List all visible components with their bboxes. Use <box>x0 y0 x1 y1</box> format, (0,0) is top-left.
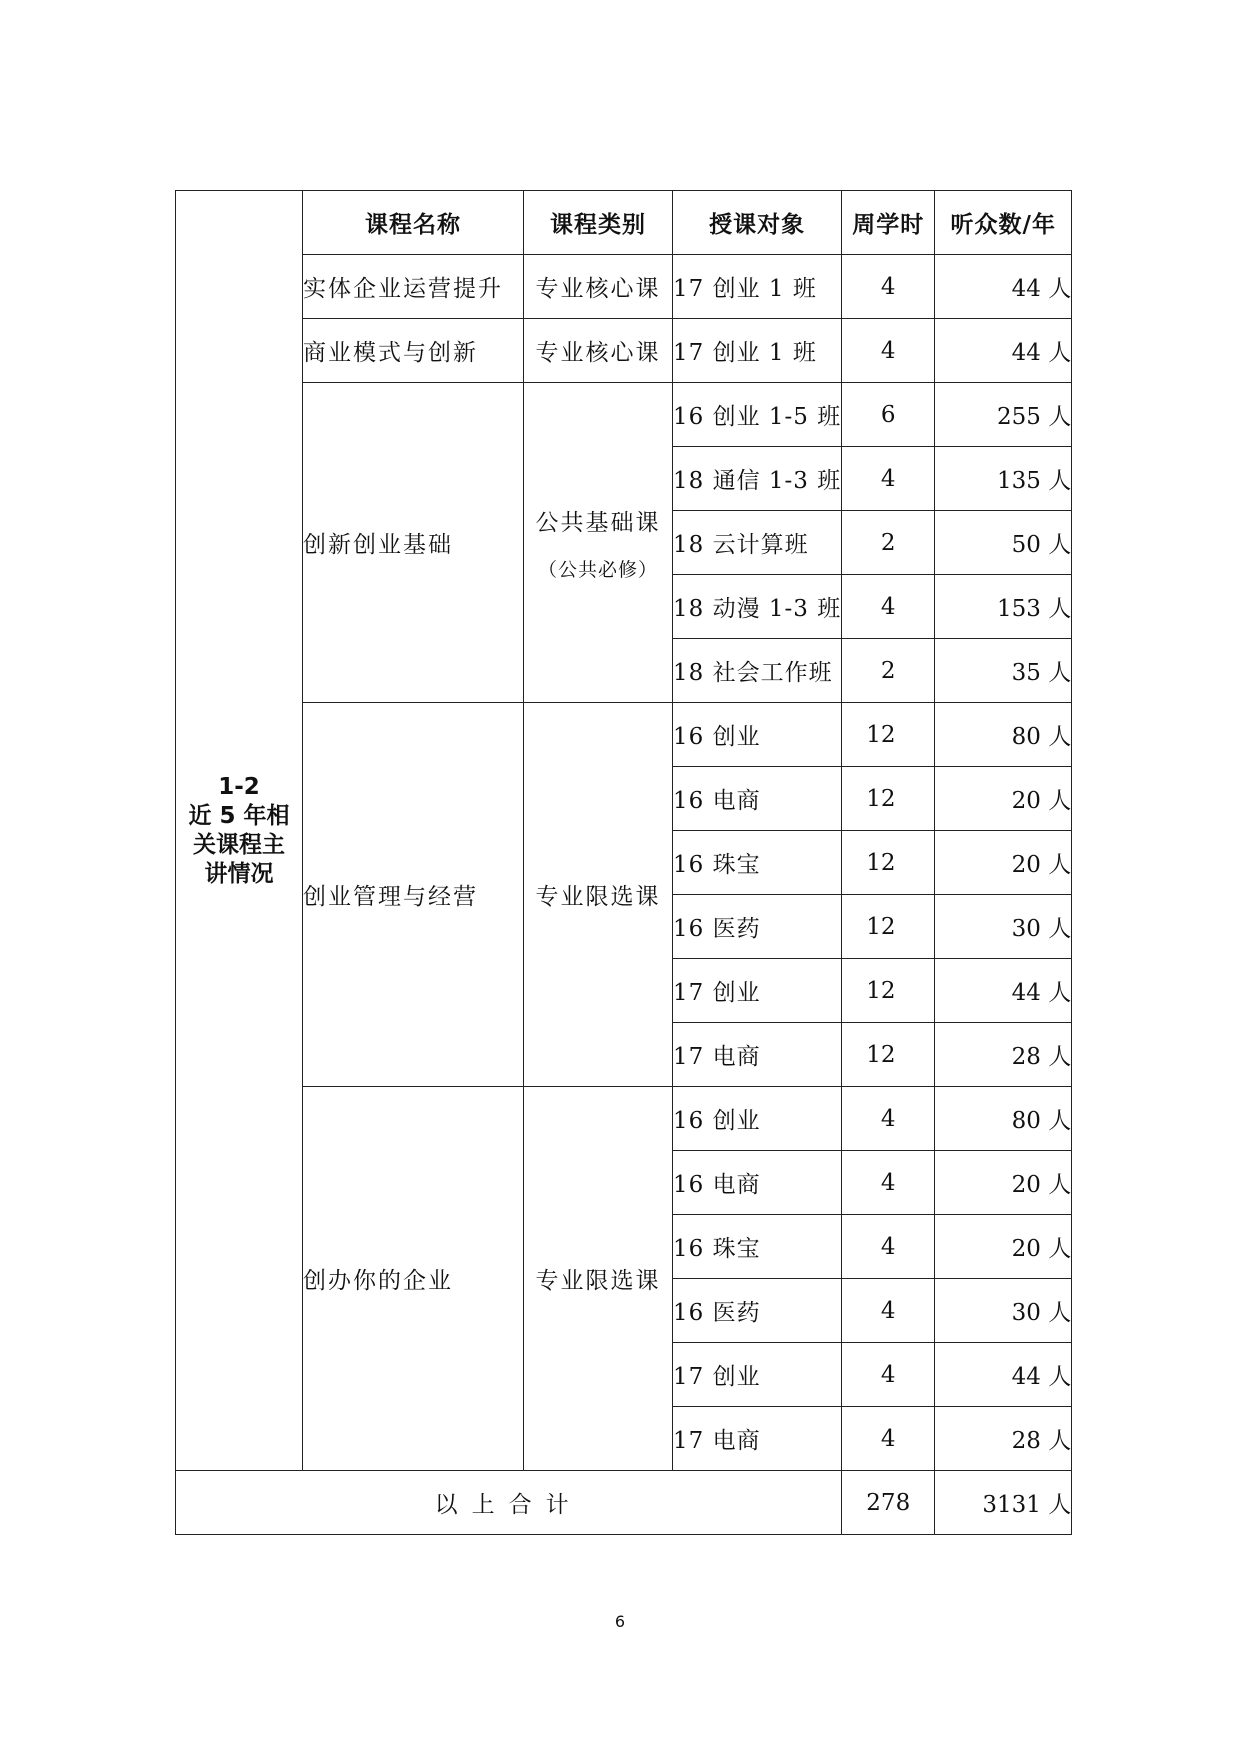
total-row <box>176 1471 1072 1535</box>
weekly-hours-cell: 4 <box>842 1279 935 1343</box>
audience-cell: 28 人 <box>935 1407 1072 1471</box>
total-hours: 278 <box>842 1471 935 1535</box>
course-category-cell <box>524 1087 673 1471</box>
weekly-hours-cell: 2 <box>842 639 935 703</box>
weekly-hours-cell: 2 <box>842 511 935 575</box>
weekly-hours-cell: 4 <box>842 319 935 383</box>
target-class-cell: 17 创业 1 班 <box>673 255 842 319</box>
course-name-cell: 创新创业基础 <box>303 383 524 703</box>
weekly-hours-cell: 4 <box>842 1087 935 1151</box>
weekly-hours-cell: 4 <box>842 1215 935 1279</box>
weekly-hours-cell: 4 <box>842 447 935 511</box>
course-category-cell <box>524 255 673 319</box>
audience-cell: 35 人 <box>935 639 1072 703</box>
target-class-cell: 16 珠宝 <box>673 1215 842 1279</box>
target-class-cell: 17 创业 1 班 <box>673 319 842 383</box>
weekly-hours-cell: 12 <box>842 767 935 831</box>
weekly-hours-cell: 12 <box>842 831 935 895</box>
audience-cell: 20 人 <box>935 1151 1072 1215</box>
total-label: 以上合计 <box>176 1471 842 1535</box>
audience-cell: 255 人 <box>935 383 1072 447</box>
course-category-text: 专业核心课 <box>535 276 661 302</box>
course-category-cell <box>524 319 673 383</box>
table-row <box>176 1087 1072 1151</box>
section-label-line-2: 近 5 年相 <box>188 802 290 829</box>
header-weekly-hours: 周学时 <box>842 191 935 255</box>
header-target-class: 授课对象 <box>673 191 842 255</box>
audience-cell: 30 人 <box>935 1279 1072 1343</box>
course-category-text: 专业核心课 <box>535 340 661 366</box>
audience-cell: 50 人 <box>935 511 1072 575</box>
audience-cell: 153 人 <box>935 575 1072 639</box>
target-class-cell: 18 社会工作班 <box>673 639 842 703</box>
course-category-text: 专业限选课 <box>535 884 661 910</box>
section-label-line-4: 讲情况 <box>204 860 274 887</box>
target-class-cell: 17 创业 <box>673 959 842 1023</box>
audience-cell: 135 人 <box>935 447 1072 511</box>
target-class-cell: 16 医药 <box>673 895 842 959</box>
target-class-cell: 17 创业 <box>673 1343 842 1407</box>
section-label <box>176 191 303 1471</box>
weekly-hours-cell: 4 <box>842 255 935 319</box>
weekly-hours-cell: 4 <box>842 1151 935 1215</box>
table-row <box>176 383 1072 447</box>
audience-cell: 20 人 <box>935 831 1072 895</box>
target-class-cell: 16 创业 <box>673 703 842 767</box>
audience-cell: 44 人 <box>935 319 1072 383</box>
audience-cell: 80 人 <box>935 1087 1072 1151</box>
course-name-cell: 创办你的企业 <box>303 1087 524 1471</box>
weekly-hours-cell: 12 <box>842 1023 935 1087</box>
table-row <box>176 319 1072 383</box>
target-class-cell: 18 云计算班 <box>673 511 842 575</box>
target-class-cell: 16 珠宝 <box>673 831 842 895</box>
weekly-hours-cell: 12 <box>842 895 935 959</box>
weekly-hours-cell: 4 <box>842 1343 935 1407</box>
audience-cell: 44 人 <box>935 255 1072 319</box>
target-class-cell: 16 电商 <box>673 767 842 831</box>
header-course-name: 课程名称 <box>303 191 524 255</box>
header-course-category: 课程类别 <box>524 191 673 255</box>
target-class-cell: 16 创业 1-5 班 <box>673 383 842 447</box>
weekly-hours-cell: 12 <box>842 703 935 767</box>
target-class-cell: 17 电商 <box>673 1023 842 1087</box>
header-audience: 听众数/年 <box>935 191 1072 255</box>
audience-cell: 20 人 <box>935 1215 1072 1279</box>
course-name-cell: 商业模式与创新 <box>303 319 524 383</box>
target-class-cell: 16 电商 <box>673 1151 842 1215</box>
target-class-cell: 18 通信 1-3 班 <box>673 447 842 511</box>
course-category-text: 专业限选课 <box>535 1268 661 1294</box>
audience-cell: 44 人 <box>935 1343 1072 1407</box>
target-class-cell: 16 创业 <box>673 1087 842 1151</box>
page-number: 6 <box>614 1612 626 1631</box>
audience-cell: 30 人 <box>935 895 1072 959</box>
audience-cell: 28 人 <box>935 1023 1072 1087</box>
section-label-line-3: 关课程主 <box>193 831 285 858</box>
course-table <box>175 190 1072 1535</box>
weekly-hours-cell: 12 <box>842 959 935 1023</box>
course-category-subtext: （公共必修） <box>537 558 658 581</box>
audience-cell: 44 人 <box>935 959 1072 1023</box>
target-class-cell: 18 动漫 1-3 班 <box>673 575 842 639</box>
target-class-cell: 16 医药 <box>673 1279 842 1343</box>
audience-cell: 20 人 <box>935 767 1072 831</box>
total-audience: 3131 人 <box>935 1471 1072 1535</box>
weekly-hours-cell: 6 <box>842 383 935 447</box>
header-row <box>176 191 1072 255</box>
course-category-cell <box>524 383 673 703</box>
section-label-line-1: 1-2 <box>218 773 260 800</box>
table-row <box>176 255 1072 319</box>
weekly-hours-cell: 4 <box>842 575 935 639</box>
weekly-hours-cell: 4 <box>842 1407 935 1471</box>
audience-cell: 80 人 <box>935 703 1072 767</box>
course-name-cell: 实体企业运营提升 <box>303 255 524 319</box>
table-row <box>176 703 1072 767</box>
course-name-cell: 创业管理与经营 <box>303 703 524 1087</box>
target-class-cell: 17 电商 <box>673 1407 842 1471</box>
course-category-text: 公共基础课 <box>535 509 661 536</box>
course-category-cell <box>524 703 673 1087</box>
